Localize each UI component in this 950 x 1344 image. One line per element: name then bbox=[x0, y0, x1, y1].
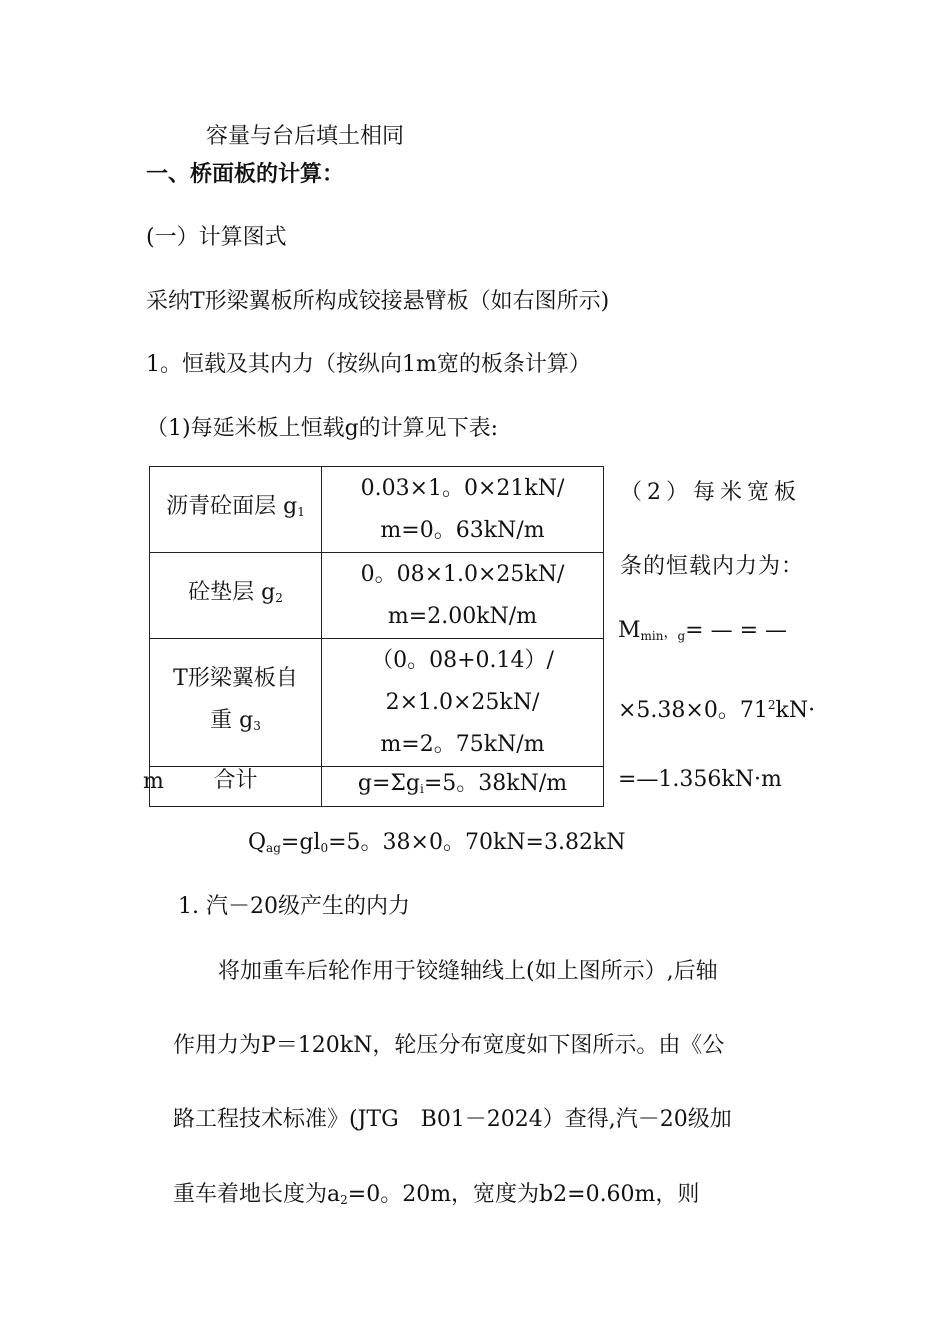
table-cell-value: 0。08×1.0×25kN/ m=2.00kN/m bbox=[322, 553, 604, 639]
table-cell-value: （0。08+0.14）/ 2×1.0×25kN/ m=2。75kN/m bbox=[322, 639, 604, 767]
dead-load-table bbox=[149, 466, 604, 807]
section-heading-1: 一、桥面板的计算： bbox=[146, 162, 345, 187]
body-line-2: 作用力为P＝120kN，轮压分布宽度如下图所示。由《公 bbox=[173, 1033, 725, 1058]
side-text-line-2: 条的恒载内力为： bbox=[620, 554, 805, 579]
paragraph-dead-load: 1。恒载及其内力（按纵向1m宽的板条计算） bbox=[146, 352, 591, 377]
body-line-1: 将加重车后轮作用于铰缝轴线上(如上图所示）,后轴 bbox=[218, 959, 718, 984]
table-cell-value: 0.03×1。0×21kN/ m=0。63kN/m bbox=[322, 467, 604, 553]
side-text-line-1: （2）每米宽板 bbox=[620, 480, 801, 505]
table-row bbox=[150, 467, 604, 553]
table-cell-name: 沥青砼面层 $g_1$ bbox=[150, 467, 322, 553]
paragraph-table-intro: （1)每延米板上恒载g的计算见下表: bbox=[146, 416, 499, 441]
body-line-3: 路工程技术标准》(JTG B01－2024）查得,汽－20级加 bbox=[173, 1107, 732, 1132]
table-row bbox=[150, 553, 604, 639]
table-cell-name: 砼垫层 $g_2$ bbox=[150, 553, 322, 639]
section-heading-2: (一）计算图式 bbox=[146, 225, 287, 250]
table-row bbox=[150, 639, 604, 767]
section-heading-3: 1. 汽－20级产生的内力 bbox=[178, 894, 410, 919]
stray-unit-text: m bbox=[143, 769, 164, 794]
intro-line: 容量与台后填土相同 bbox=[206, 124, 405, 149]
table-cell-name: T形梁翼板自 重 $g_3$ bbox=[150, 639, 322, 767]
table-cell-value: $g=\Sigma g_i=5$。38kN/m bbox=[322, 767, 604, 807]
side-formula-moment: $M_{min}$，$_g$= — = — bbox=[618, 618, 788, 643]
side-formula-line-2: ×5.38×0。$71^2kN\cdot$ bbox=[618, 698, 816, 723]
paragraph-scheme: 采纳T形梁翼板所构成铰接悬臂板（如右图所示) bbox=[146, 289, 610, 314]
table-cell-name: 合计 bbox=[150, 767, 322, 807]
shear-force-formula: $Q_{ag}=gl_0=5$。38×0。70kN=3.82kN bbox=[248, 830, 626, 855]
side-formula-result: =—1.356kN·m bbox=[618, 767, 782, 792]
table-row-total bbox=[150, 767, 604, 807]
body-line-4: 重车着地长度为$a_2=0$。20m，宽度为b2=0.60m，则 bbox=[173, 1182, 700, 1207]
